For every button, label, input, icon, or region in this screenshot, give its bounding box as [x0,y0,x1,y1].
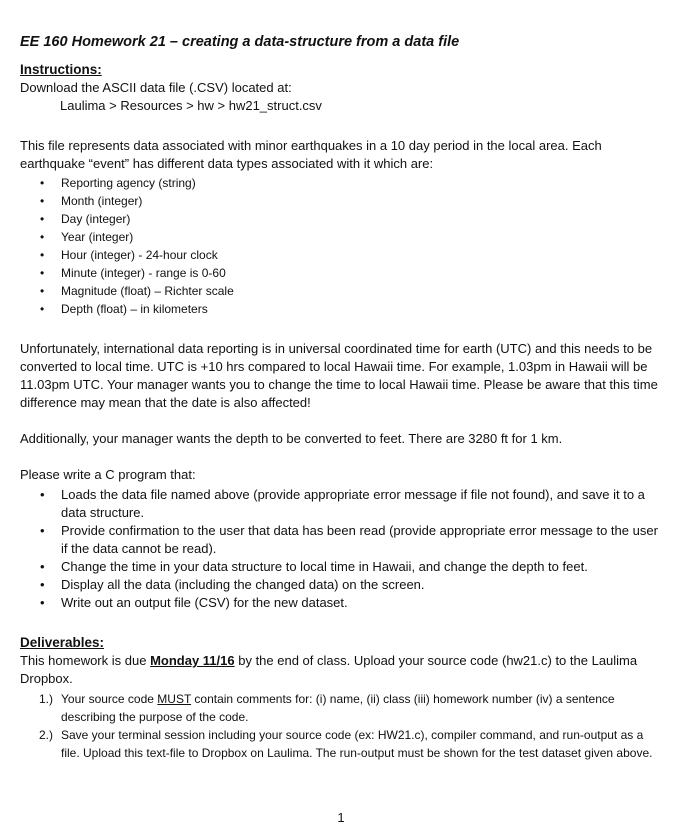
deliverables-list [20,690,665,762]
list-item: 1.) Your source code MUST contain comments for: (i) name, (ii) class (iii) homework number (iv) a sentence describing the purpose of the code. [39,692,615,724]
due-date: Monday 11/16 [150,653,235,668]
program-intro: Please write a C program that: [20,467,196,482]
list-item: • Reporting agency (string) [40,176,196,190]
bullet-icon: • [40,284,45,298]
bullet-icon: • [40,230,45,244]
description-paragraph: This file represents data associated with minor earthquakes in a 10 day period in the local area. Each earthquake “event” has different data types associated with it which are: [20,138,602,171]
list-item: • Write out an output file (CSV) for the new dataset. [40,595,348,610]
list-item: • Year (integer) [40,230,134,244]
bullet-icon: • [40,176,45,190]
list-item: • Month (integer) [40,194,143,208]
bullet-icon: • [40,194,45,208]
list-item: • Hour (integer) - 24-hour clock [40,248,218,262]
list-item: • Minute (integer) - range is 0-60 [40,266,226,280]
list-item: • Day (integer) [40,212,131,226]
bullet-icon: • [40,577,45,592]
bullet-icon: • [40,266,45,280]
item-number: 1.) [39,692,54,706]
must-emphasis: MUST [157,692,192,706]
data-type-list [20,174,665,318]
bullet-icon: • [40,595,45,610]
page-number: 1 [337,810,345,825]
bullet-icon: • [40,487,45,502]
list-item: 2.) Save your terminal session including your source code (ex: HW21.c), compiler command, and run-output as a file. Upload this text-file to Dropbox on Laulima. The run-output must be shown for the test dataset given above. [39,728,653,760]
list-item: • Depth (float) – in kilometers [40,302,208,316]
deliverables-heading: Deliverables: [20,635,105,650]
bullet-icon: • [40,523,45,538]
list-item: • Display all the data (including the changed data) on the screen. [40,577,425,592]
document-page [20,33,665,762]
download-instruction: Download the ASCII data file (.CSV) located at: [20,80,292,95]
due-date-paragraph: This homework is due Monday 11/16 by the end of class. Upload your source code (hw21.c) to the Laulima Dropbox. [20,653,638,686]
list-item: • Change the time in your data structure to local time in Hawaii, and change the depth to feet. [40,559,588,574]
instructions-heading: Instructions: [20,62,102,77]
bullet-icon: • [40,302,45,316]
bullet-icon: • [40,248,45,262]
bullet-icon: • [40,212,45,226]
depth-conversion-paragraph: Additionally, your manager wants the depth to be converted to feet. There are 3280 ft for 1 km. [20,431,563,446]
time-conversion-paragraph: Unfortunately, international data reporting is in universal coordinated time for earth (UTC) and this needs to be converted to local time. UTC is +10 hrs compared to local Hawaii time. For example, 1.03pm in Hawaii will be 11.03pm UTC. Your manager wants you to change the time to local Hawaii time. Please be aware that this time difference may mean that the date is also affected! [20,341,658,410]
item-number: 2.) [39,728,54,742]
list-item: • Magnitude (float) – Richter scale [40,284,234,298]
file-path: Laulima > Resources > hw > hw21_struct.csv [60,98,322,113]
bullet-icon: • [40,559,45,574]
homework-title: EE 160 Homework 21 – creating a data-structure from a data file [20,34,460,50]
requirements-list [20,486,665,612]
list-item: • Loads the data file named above (provide appropriate error message if file not found), and save it to a data structure. [40,487,645,520]
list-item: • Provide confirmation to the user that data has been read (provide appropriate error message to the user if the data cannot be read). [40,523,658,556]
